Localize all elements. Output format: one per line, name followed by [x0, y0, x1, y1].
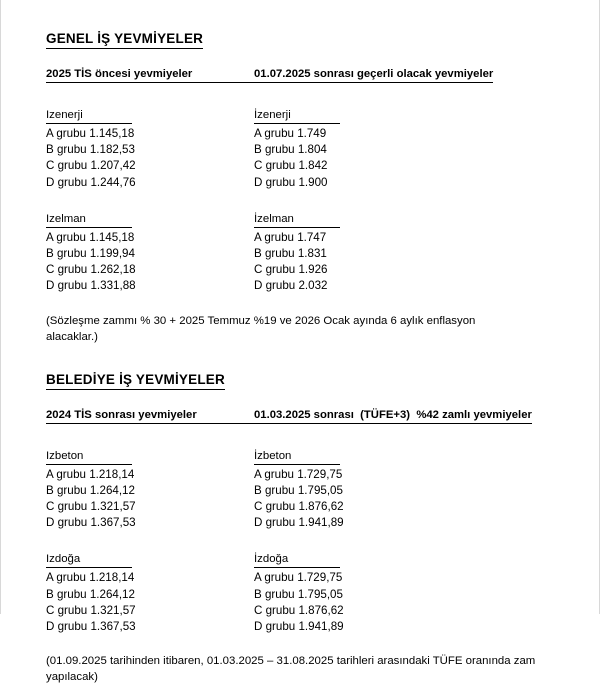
rate-row: B grubu 1.264,12 [46, 483, 135, 497]
column-before [46, 105, 254, 191]
rate-row: B grubu 1.831 [254, 247, 327, 261]
company-name-izdoga-after: İzdoğa [254, 552, 340, 568]
company-name-izenerji-after: İzenerji [254, 108, 340, 124]
rate-row: C grubu 1.842 [254, 159, 328, 173]
rate-row: B grubu 1.795,05 [254, 483, 343, 497]
rate-row: C grubu 1.262,18 [46, 263, 136, 277]
subtitle-before-tis: 2025 TİS öncesi yevmiyeler [46, 67, 254, 83]
rate-row: B grubu 1.795,05 [254, 587, 343, 601]
subtitle-after-tis: 01.07.2025 sonrası geçerli olacak yevmiyeler [254, 67, 493, 83]
rate-row: A grubu 1.729,75 [254, 467, 343, 481]
rate-row: D grubu 1.331,88 [46, 279, 136, 293]
column-after [254, 549, 462, 635]
rate-row: C grubu 1.207,42 [46, 159, 136, 173]
subtitle-after-2024-tis: 2024 TİS sonrası yevmiyeler [46, 408, 254, 424]
rate-row: D grubu 2.032 [254, 279, 328, 293]
rate-row: A grubu 1.145,18 [46, 127, 135, 140]
company-name-izdoga-before: Izdoğa [46, 552, 132, 568]
group-izbeton [46, 446, 561, 532]
rate-row: D grubu 1.941,89 [254, 516, 344, 530]
rate-row: B grubu 1.264,12 [46, 587, 135, 601]
rate-row: C grubu 1.876,62 [254, 500, 344, 514]
column-after [254, 105, 462, 191]
rate-row: B grubu 1.804 [254, 143, 327, 157]
section-subtitle-row [46, 67, 561, 83]
rate-row: A grubu 1.729,75 [254, 571, 343, 585]
company-name-izbeton-after: İzbeton [254, 449, 340, 465]
rate-row: A grubu 1.218,14 [46, 467, 135, 481]
company-name-izbeton-before: Izbeton [46, 449, 132, 465]
note-belediye-is: (01.09.2025 tarihinden itibaren, 01.03.2025 – 31.08.2025 tarihleri arasındaki TÜFE oranında zam yapılacak) [46, 655, 536, 684]
section-title-genel-is: GENEL İŞ YEVMİYELER [46, 31, 203, 49]
column-after [254, 446, 462, 532]
rate-row: D grubu 1.900 [254, 175, 328, 189]
note-genel-is: (Sözleşme zammı % 30 + 2025 Temmuz %19 ve 2026 Ocak ayında 6 aylık enflasyon alacaklar.) [46, 314, 476, 343]
company-name-izenerji-before: Izenerji [46, 108, 132, 124]
column-after [254, 209, 462, 295]
rate-row: C grubu 1.321,57 [46, 500, 136, 514]
section-title-belediye-is: BELEDİYE İŞ YEVMİYELER [46, 372, 225, 390]
company-name-izelman-before: Izelman [46, 212, 132, 228]
section-title-wrap [46, 30, 561, 49]
column-before [46, 209, 254, 295]
section-subtitle-row [46, 408, 561, 424]
rate-row: A grubu 1.747 [254, 230, 327, 244]
rate-row: D grubu 1.367,53 [46, 620, 136, 634]
rate-row: D grubu 1.941,89 [254, 620, 344, 634]
rate-row: D grubu 1.367,53 [46, 516, 136, 530]
rate-row: B grubu 1.182,53 [46, 143, 135, 157]
column-before [46, 549, 254, 635]
group-izdoga [46, 549, 561, 635]
rate-row: B grubu 1.199,94 [46, 247, 135, 261]
rate-row: A grubu 1.145,18 [46, 230, 135, 244]
rate-row: A grubu 1.749 [254, 127, 327, 140]
rate-row: C grubu 1.926 [254, 263, 328, 277]
section-belediye-is [46, 371, 561, 685]
rate-row: A grubu 1.218,14 [46, 571, 135, 585]
company-name-izelman-after: İzelman [254, 212, 340, 228]
subtitle-tufe-zamli: 01.03.2025 sonrası (TÜFE+3) %42 zamlı yevmiyeler [254, 408, 532, 424]
rate-row: C grubu 1.876,62 [254, 603, 344, 617]
rate-row: C grubu 1.321,57 [46, 603, 136, 617]
section-genel-is [46, 30, 561, 345]
group-izenerji [46, 105, 561, 191]
rate-row: D grubu 1.244,76 [46, 175, 136, 189]
section-title-wrap [46, 371, 561, 390]
document-content [46, 30, 561, 685]
column-before [46, 446, 254, 532]
group-izelman [46, 209, 561, 295]
